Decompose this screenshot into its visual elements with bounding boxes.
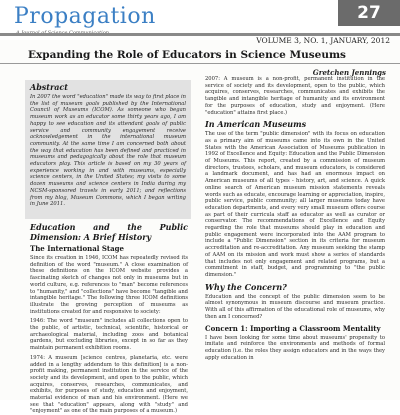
paragraph: Since its creation in 1946, ICOM has repeatedly revised its definition of the word "museum." A close examination of these definitions on the ICOM website provides a fascinating sketch of changes not only in museums but in world culture, e.g. references to "man" become references to "humanity," and "collections" have become "tangible and intangible heritage." The following three ICOM definitions illustrate the growing perception of museums as institutions created for and responsive to society: — [30, 255, 188, 315]
article-author: Gretchen Jennings — [312, 68, 386, 77]
paragraph: The use of the term "public dimension" with its focus on education as a primary aim of museums came into its own in the United States with the American Association of Museums publication in 1992 of Excellence and Equity: Education and the Public Dimension of Museums. This report, created by a commission of museum directors, trustees, scholars, and museum educators, is considered a landmark document, and has had an enormous impact on American museums of all types - history, art, and science. A quick online search of American museum mission statements reveals words such as educate, encourage learning or appreciation, inspire, public service, public community; all larger museums today have education departments, and every very small museum offers course as part of their curricula staff as educator as well as curator or conservator. The recommendations of Excellence and Equity regarding the role that museums should play in education and public engagement were incorporated into the AAM program to include a "Public Dimension" section in its criteria for museum accreditation and re-accreditation. Any museum seeking the stamp of AAM on its mission and work must show a series of standards that includes not only engagement and related programs, but a commitment in staff, budget, and programming to "the public dimension." — [205, 131, 385, 278]
paragraph: Education and the concept of the public dimension seem to be almost synonymous in museum discourse and museum practice. With all of this affirmation of the educational role of museums, why then am I concerned? — [205, 293, 385, 320]
subheading-concern-1: Concern 1: Importing a Classroom Mentality — [205, 323, 381, 333]
right-column — [205, 76, 385, 397]
abstract-heading: Abstract — [30, 82, 68, 92]
volume-line: VOLUME 3, NO. 1, JANUARY, 2012 — [256, 36, 390, 45]
title-divider — [0, 63, 400, 64]
definition-1974: 1974: A museum [science centres, planetaria, etc. were added in a lengthy addendum to this definition] is a non-profit making, permanent institution in the service of the society and its development, and open to the public, which acquires, conserves, researches, communicates, and exhibits, for purposes of study, education and enjoyment, material evidence of man and his environment. (Here we see that "education" appears, along with "study" and "enjoyment" as one of the main purposes of a museum.) — [30, 354, 188, 415]
definition-2007: 2007: A museum is a non-profit, permanent institution in the service of society and its development, open to the public, which acquires, conserves, researches, communicates and exhibits the tangible and intangible heritage of humanity and its environment for the purposes of education, study and enjoyment. (Here "education" attains first place.) — [205, 76, 385, 116]
subheading-international: The International Stage — [30, 244, 125, 253]
section-heading-american: In American Museums — [205, 119, 307, 130]
section-heading-concern: Why the Concern? — [205, 281, 287, 292]
left-column — [30, 222, 188, 415]
abstract-text: In 2007 the word "education" made its way to first place in the list of museum goals published by the International Council of Museums (ICOM). As someone who began museum work as an educator some thirty years ago, I am happy to see education and its attendant goals of public service and community engagement receive acknowledgement in the international museum community. At the same time I am concerned both about the way that education has been defined and practiced in museums and pedagogically about the role that museum educators play. This article is based on my 30 years of experience working in and with museums, especially science centers, in the United States; my visits to some dozen museums and science centers in India during my NCSM-sponsored travels in early 2011; and reflections from my blog, Museum Commons, which I began writing in June 2011. — [30, 94, 186, 208]
definition-1946: 1946: The word "museum" includes all collections open to the public, of artistic, technical, scientific, historical or archaeological material, including zoos and botanical gardens, but excluding libraries, except in so far as they maintain permanent exhibition rooms. — [30, 318, 188, 352]
journal-logo: Propagation — [14, 4, 156, 29]
page-number-badge: 27 — [338, 0, 400, 26]
paragraph: I have been looking for some time about museums' propensity to imitate and reinforce the environments and methods of formal education (i.e. the roles they assign educators and in the ways they apply education in — [205, 334, 385, 361]
article-title: Expanding the Role of Educators in Science Museums — [28, 49, 346, 61]
section-heading-history: Education and the Public Dimension: A Brief History — [30, 222, 188, 242]
abstract-section — [30, 82, 186, 216]
